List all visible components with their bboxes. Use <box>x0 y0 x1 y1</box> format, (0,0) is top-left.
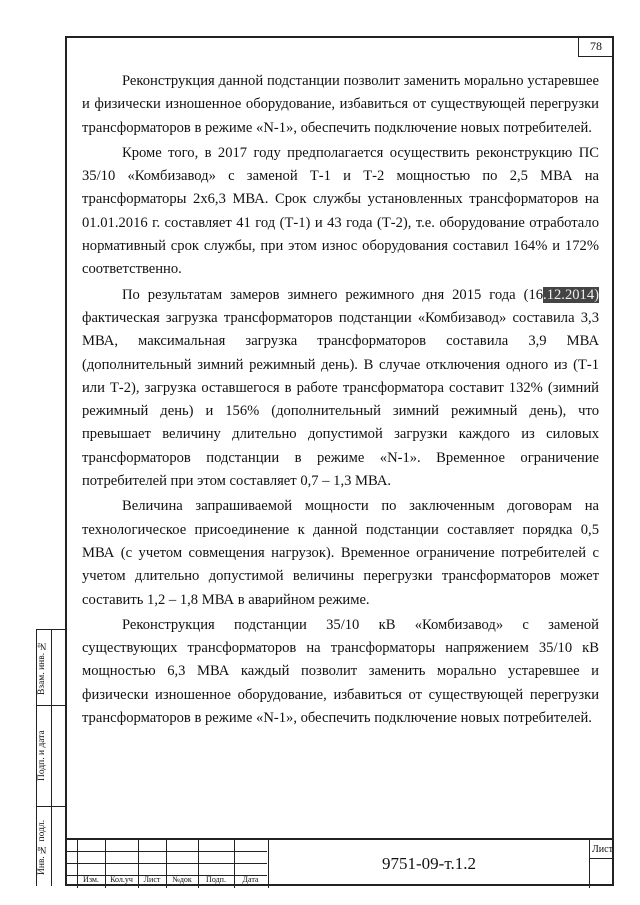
side-stamp <box>36 629 67 886</box>
paragraph-3-start: По результатам замеров зимнего режимного дня 2015 года (16 <box>122 286 544 303</box>
document-body <box>82 70 599 730</box>
vzam-inv-label: Взам. инв. № <box>37 640 47 696</box>
col-data: Дата <box>242 875 259 884</box>
inv-podl-label: Инв. № подл. <box>37 819 47 875</box>
sheet-label: Лист <box>592 844 613 855</box>
podp-data-label: Подп. и дата <box>37 730 47 782</box>
paragraph-3-rest: фактическая загрузка трансформаторов подстанции «Комбизавод» составила 3,3 МВА, максимальная загрузка трансформаторов составила 3,9 МВА (дополнительный зимний режимный день). В случае отключения одного из (Т-1 или Т-2), загрузка оставшегося в работе трансформатора составит 132% (зимний режимный день) и 156% (дополнительный зимний режимный день), что превышает величину длительно допустимой загрузки каждого из силовых трансформаторов подстанции в режиме «N-1». Временное ограничение потребителей при этом составляет 0,7 – 1,3 МВА. <box>82 309 599 490</box>
document-code: 9751-09-т.1.2 <box>268 840 590 888</box>
title-block <box>65 838 614 888</box>
paragraph-4: Величина запрашиваемой мощности по заключенным договорам на технологическое присоединение к данной подстанции составляет порядка 0,5 МВА (с учетом совмещения нагрузок). Временное ограничение потребителей с учетом длительно допустимой величины перегрузки трансформаторов может составить 1,2 – 1,8 МВА в аварийном режиме. <box>82 498 599 608</box>
paragraph-2: Кроме того, в 2017 году предполагается осуществить реконструкцию ПС 35/10 «Комбизавод» с заменой Т-1 и Т-2 мощностью по 2,5 МВА на трансформаторы 2х6,3 МВА. Срок службы установленных трансформаторов на 01.01.2016 г. составляет 41 год (Т-1) и 43 года (Т-2), т.е. оборудование отработало нормативный срок службы, при этом износ оборудования составил 164% и 172% соответственно. <box>82 144 599 278</box>
col-izm: Изм. <box>83 875 99 884</box>
col-podp: Подп. <box>206 875 226 884</box>
page-number: 78 <box>578 37 613 57</box>
col-list: Лист <box>143 875 161 884</box>
paragraph-5: Реконструкция подстанции 35/10 кВ «Комбизавод» с заменой существующих трансформаторов на трансформаторы напряжением 35/10 кВ мощностью 6,3 МВА каждый позволит заменить морально устаревшее и физически изношенное оборудование, избавиться от существующей перегрузки трансформаторов в режиме «N-1», обеспечить подключение новых потребителей. <box>82 616 599 727</box>
paragraph-3 <box>82 284 599 494</box>
col-ndok: №док <box>172 875 192 884</box>
paragraph-1: Реконструкция данной подстанции позволит заменить морально устаревшее и физически изношенное оборудование, избавиться от существующей перегрузки трансформаторов в режиме «N-1», обеспечить подключение новых потребителей. <box>82 73 599 136</box>
highlighted-date: .12.2014) <box>543 286 599 303</box>
col-kol-uch: Кол.уч <box>110 875 133 884</box>
